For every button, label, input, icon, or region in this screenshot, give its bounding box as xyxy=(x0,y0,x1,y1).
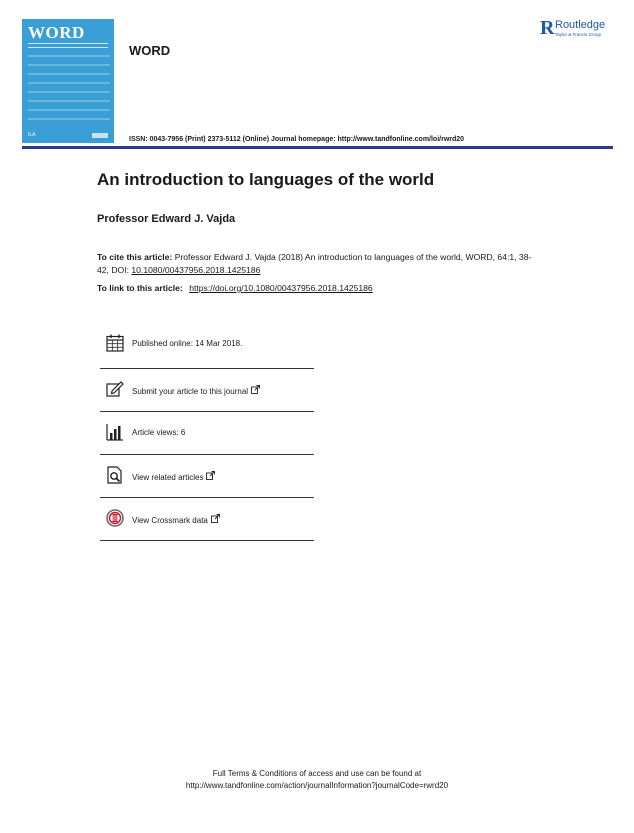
related-articles-row[interactable] xyxy=(100,455,314,498)
document-search-icon xyxy=(106,466,124,484)
crossmark-label: View Crossmark data xyxy=(132,516,208,525)
bar-chart-icon xyxy=(106,423,124,441)
published-online-label: Published online: 14 Mar 2018. xyxy=(132,339,243,348)
crossmark-icon xyxy=(106,509,124,527)
publisher-name: Routledge xyxy=(555,19,606,31)
header-divider xyxy=(22,146,613,149)
cover-footer: ILA xyxy=(28,132,36,138)
cite-doi-link[interactable]: 10.1080/00437956.2018.1425186 xyxy=(131,265,261,275)
issn-line xyxy=(129,136,464,143)
link-label: To link to this article: xyxy=(97,283,186,293)
article-info-list xyxy=(100,326,314,541)
journal-homepage-link[interactable]: http://www.tandfonline.com/loi/rwrd20 xyxy=(337,136,465,143)
submit-article-link[interactable] xyxy=(132,385,260,396)
cite-text: Professor Edward J. Vajda (2018) An introduction to languages of the world, WORD, 64:1, 38-42, DOI: xyxy=(97,252,532,275)
cover-title: WORD xyxy=(28,23,85,42)
doi-link[interactable]: https://doi.org/10.1080/00437956.2018.1425186 xyxy=(189,283,373,293)
cover-subtitle-lines xyxy=(28,43,108,48)
published-online-row xyxy=(100,326,314,369)
article-views-label: Article views: 6 xyxy=(132,428,186,437)
footer-terms-text: Full Terms & Conditions of access and use can be found at xyxy=(212,769,422,778)
submit-article-row[interactable] xyxy=(100,369,314,412)
link-block xyxy=(97,283,373,293)
related-articles-label: View related articles xyxy=(132,473,204,482)
crossmark-row[interactable] xyxy=(100,498,314,541)
issn-text: ISSN: 0043-7956 (Print) 2373-5112 (Online) Journal homepage: xyxy=(129,136,338,143)
routledge-r-icon: R xyxy=(540,17,555,39)
citation-block xyxy=(97,251,537,277)
external-link-icon xyxy=(206,471,215,480)
calendar-icon xyxy=(106,334,124,352)
footer-terms-link[interactable]: http://www.tandfonline.com/action/journalInformation?journalCode=rwrd20 xyxy=(185,781,449,790)
article-views-row xyxy=(100,412,314,455)
publisher-tagline: Taylor & Francis Group xyxy=(555,32,602,37)
page-footer xyxy=(0,768,634,792)
journal-name: WORD xyxy=(129,43,171,58)
article-author: Professor Edward J. Vajda xyxy=(97,213,236,225)
article-title: An introduction to languages of the world xyxy=(97,170,435,189)
crossmark-link[interactable] xyxy=(132,514,220,525)
external-link-icon xyxy=(251,385,260,394)
cover-publisher-logo xyxy=(92,133,108,138)
cite-label: To cite this article: xyxy=(97,252,175,262)
edit-icon xyxy=(106,380,124,398)
journal-cover-image xyxy=(22,19,114,143)
external-link-icon xyxy=(211,514,220,523)
submit-article-label: Submit your article to this journal xyxy=(132,387,249,396)
related-articles-link[interactable] xyxy=(132,471,215,482)
cover-word-pattern xyxy=(28,55,110,125)
